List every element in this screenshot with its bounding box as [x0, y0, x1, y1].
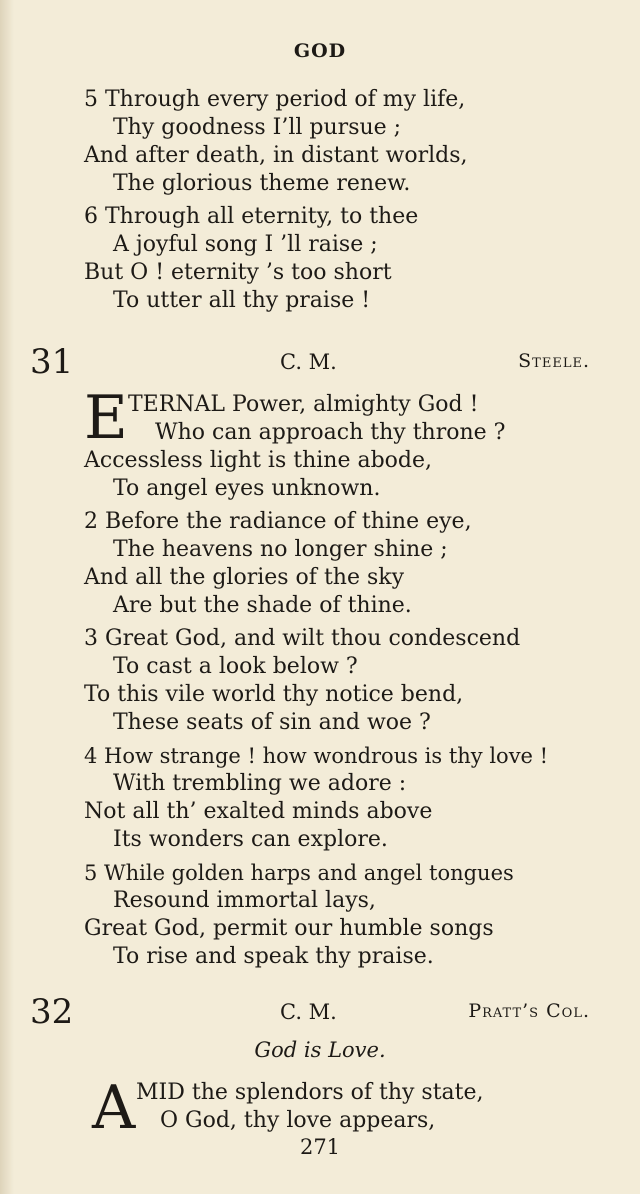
verse-line: Great God, permit our humble songs: [84, 916, 494, 941]
verse-line: A joyful song I ’ll raise ;: [113, 232, 378, 257]
verse-line: To rise and speak thy praise.: [113, 944, 434, 969]
verse-line: 2 Before the radiance of thine eye,: [84, 509, 472, 534]
verse-line: The glorious theme renew.: [113, 171, 411, 196]
verse-line: O God, thy love appears,: [160, 1108, 436, 1133]
drop-cap: E: [84, 383, 128, 453]
verse-line: To angel eyes unknown.: [113, 476, 381, 501]
verse-line: 4 How strange ! how wondrous is thy love !: [84, 744, 549, 768]
hymn-author: Pratt’s Col.: [468, 1000, 590, 1022]
binding-gutter: [0, 0, 14, 1194]
verse-line: Accessless light is thine abode,: [84, 448, 433, 473]
verse-line: To cast a look below ?: [113, 654, 358, 679]
verse-line: Its wonders can explore.: [113, 827, 388, 852]
verse-line: To utter all thy praise !: [113, 288, 371, 313]
verse-line: To this vile world thy notice bend,: [84, 682, 464, 707]
verse-line: 3 Great God, and wilt thou condescend: [84, 626, 521, 651]
verse-line: TERNAL Power, almighty God !: [128, 392, 479, 417]
page-number: 271: [299, 1135, 341, 1159]
drop-cap: A: [92, 1073, 136, 1143]
verse-line: Not all th’ exalted minds above: [84, 799, 433, 824]
verse-line: Resound immortal lays,: [113, 888, 376, 913]
verse-line: These seats of sin and woe ?: [113, 710, 431, 735]
verse-line: 6 Through all eternity, to thee: [84, 204, 419, 229]
verse-line: 5 Through every period of my life,: [84, 87, 466, 112]
verse-line: Are but the shade of thine.: [113, 593, 412, 618]
verse-line: MID the splendors of thy state,: [136, 1080, 484, 1105]
verse-line: The heavens no longer shine ;: [113, 537, 448, 562]
verse-line: Who can approach thy throne ?: [155, 420, 506, 445]
hymn-number: 32: [30, 992, 74, 1032]
verse-line: Thy goodness I’ll pursue ;: [113, 115, 402, 140]
verse-line: But O ! eternity ’s too short: [84, 260, 392, 285]
verse-line: And all the glories of the sky: [84, 565, 405, 590]
hymn-32-header: [30, 992, 590, 1040]
hymn-meter: C. M.: [280, 1000, 337, 1024]
verse-line: 5 While golden harps and angel tongues: [84, 861, 514, 885]
running-head: GOD: [293, 40, 347, 62]
hymn-author: Steele.: [518, 350, 590, 372]
hymn-subtitle: God is Love.: [254, 1038, 386, 1062]
hymn-meter: C. M.: [280, 350, 337, 374]
hymn-number: 31: [30, 342, 74, 382]
verse-line: With trembling we adore :: [113, 771, 407, 796]
verse-line: And after death, in distant worlds,: [84, 143, 468, 168]
